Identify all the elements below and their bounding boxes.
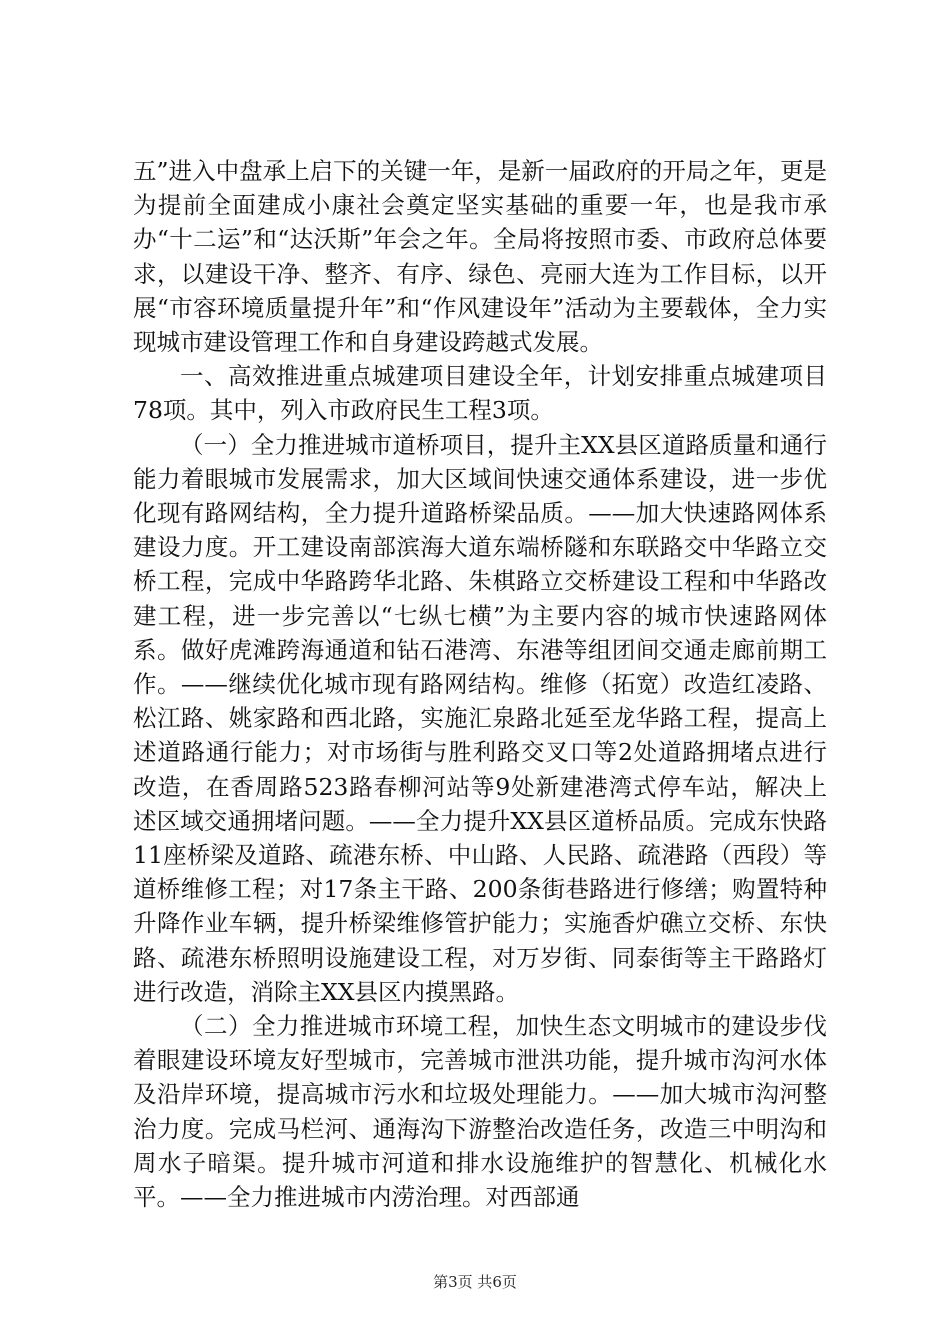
paragraph-environment-projects: （二）全力推进城市环境工程，加快生态文明城市的建设步伐着眼建设环境友好型城市，完善城市泄洪功能，提升城市沟河水体及沿岸环境，提高城市污水和垃圾处理能力。——加大城市沟河整治力度。完成马栏河、通海沟下游整治改造任务，改造三中明沟和周水子暗渠。提升城市河道和排水设施维护的智慧化、机械化水平。——全力推进城市内涝治理。对西部通 [133,1012,827,1212]
paragraph-intro-continuation: 五”进入中盘承上启下的关键一年，是新一届政府的开局之年，更是为提前全面建成小康社会奠定坚实基础的重要一年，也是我市承办“十二运”和“达沃斯”年会之年。全局将按照市委、市政府总体要求，以建设干净、整齐、有序、绿色、亮丽大连为工作目标，以开展“市容环境质量提升年”和“作风建设年”活动为主要载体，全力实现城市建设管理工作和自身建设跨越式发展。 [133,157,827,357]
paragraph-road-bridge-projects: （一）全力推进城市道桥项目，提升主XX县区道路质量和通行能力着眼城市发展需求，加大区域间快速交通体系建设，进一步优化现有路网结构，全力提升道路桥梁品质。——加大快速路网体系建设力度。开工建设南部滨海大道东端桥隧和东联路交中华路立交桥工程，完成中华路跨华北路、朱棋路立交桥建设工程和中华路改建工程，进一步完善以“七纵七横”为主要内容的城市快速路网体系。做好虎滩跨海通道和钻石港湾、东港等组团间交通走廊前期工作。——继续优化城市现有路网结构。维修（拓宽）改造红凌路、松江路、姚家路和西北路，实施汇泉路北延至龙华路工程，提高上述道路通行能力；对市场街与胜利路交叉口等2处道路拥堵点进行改造，在香周路523路春柳河站等9处新建港湾式停车站，解决上述区域交通拥堵问题。——全力提升XX县区道桥品质。完成东快路11座桥梁及道路、疏港东桥、中山路、人民路、疏港路（西段）等道桥维修工程；对17条主干路、200条街巷路进行修缮；购置特种升降作业车辆，提升桥梁维修管护能力；实施香炉礁立交桥、东快路、疏港东桥照明设施建设工程，对万岁街、同泰街等主干路路灯进行改造，消除主XX县区内摸黑路。 [133,430,827,1006]
page-footer [0,1271,950,1292]
paragraph-section-one: 一、高效推进重点城建项目建设全年，计划安排重点城建项目78项。其中，列入市政府民生工程3项。 [133,362,827,425]
document-body [133,154,827,1214]
page-number-label: 第3页 共6页 [433,1273,517,1291]
